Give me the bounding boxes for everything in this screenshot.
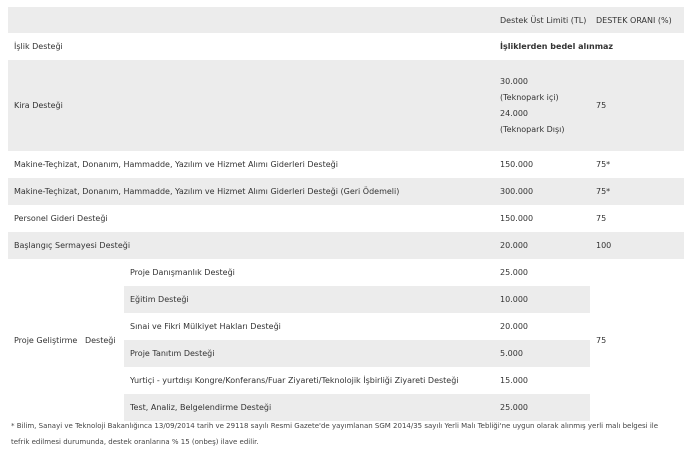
project-item-limit: 15.000 [500,376,528,385]
support-table [8,7,684,421]
support-rate: 75 [590,60,684,151]
project-item-limit: 10.000 [494,286,590,313]
support-limit: 300.000 [494,178,590,205]
limit-line: (Teknopark Dışı) [500,125,565,134]
project-item-name: Test, Analiz, Belgelendirme Desteği [124,394,494,421]
table-row [8,33,684,60]
support-limit: 150.000 [500,214,534,223]
table-header-row [8,7,684,33]
limit-line: (Teknopark içi) [500,93,559,102]
support-table-container [8,7,684,421]
limit-line: 30.000 [500,77,528,86]
project-item-name: Proje Tanıtım Desteği [124,340,494,367]
header-rate: DESTEK ORANI (%) [590,7,684,33]
project-support-name: Proje Geliştirme Desteği [14,335,116,345]
support-rate: 75 [596,214,607,223]
support-limit: 20.000 [494,232,590,259]
footnote: * Bilim, Sanayi ve Teknoloji Bakanlığınca 13/09/2014 tarih ve 29118 sayılı Resmi Gazete'de yayımlanan SGM 2014/35 sayılı Yerli Malı Tebliği'ne uygun olarak alınmış yerli malı belgesi ile tefrik edilmesi durumunda, destek oranlarına % 15 (onbeş) ilave edilir. [11,422,659,446]
support-name: Personel Gideri Desteği [14,214,108,223]
table-row [8,151,684,178]
support-limit [494,60,590,151]
support-limit: 150.000 [500,160,534,169]
support-name: Makine-Teçhizat, Donanım, Hammadde, Yazılım ve Hizmet Alımı Giderleri Desteği [14,160,338,169]
table-row [8,259,684,286]
project-item-limit: 25.000 [500,268,528,277]
project-item-name: Proje Danışmanlık Desteği [130,268,235,277]
table-row [8,205,684,232]
project-item-name: Eğitim Desteği [124,286,494,313]
support-limit: İşliklerden bedel alınmaz [500,42,614,51]
support-name: Kira Desteği [8,60,494,151]
header-empty-cell [8,7,494,33]
support-name: Makine-Teçhizat, Donanım, Hammadde, Yazılım ve Hizmet Alımı Giderleri Desteği (Geri Ödemeli) [8,178,494,205]
limit-line: 24.000 [500,109,528,118]
table-row [8,60,684,151]
project-item-name: Sınai ve Fikri Mülkiyet Hakları Desteği [130,322,281,331]
support-rate: 100 [590,232,684,259]
table-row [8,178,684,205]
project-support-rate: 75 [596,335,607,345]
support-name: İşlik Desteği [14,42,63,51]
support-name: Başlangıç Sermayesi Desteği [8,232,494,259]
header-limit: Destek Üst Limiti (TL) [494,7,590,33]
support-rate: 75* [596,160,611,169]
project-item-limit: 20.000 [500,322,528,331]
project-item-limit: 5.000 [494,340,590,367]
table-row [8,232,684,259]
project-item-name: Yurtiçi - yurtdışı Kongre/Konferans/Fuar Ziyareti/Teknolojik İşbirliği Ziyareti Desteği [130,376,459,385]
support-rate: 75* [590,178,684,205]
project-item-limit: 25.000 [494,394,590,421]
